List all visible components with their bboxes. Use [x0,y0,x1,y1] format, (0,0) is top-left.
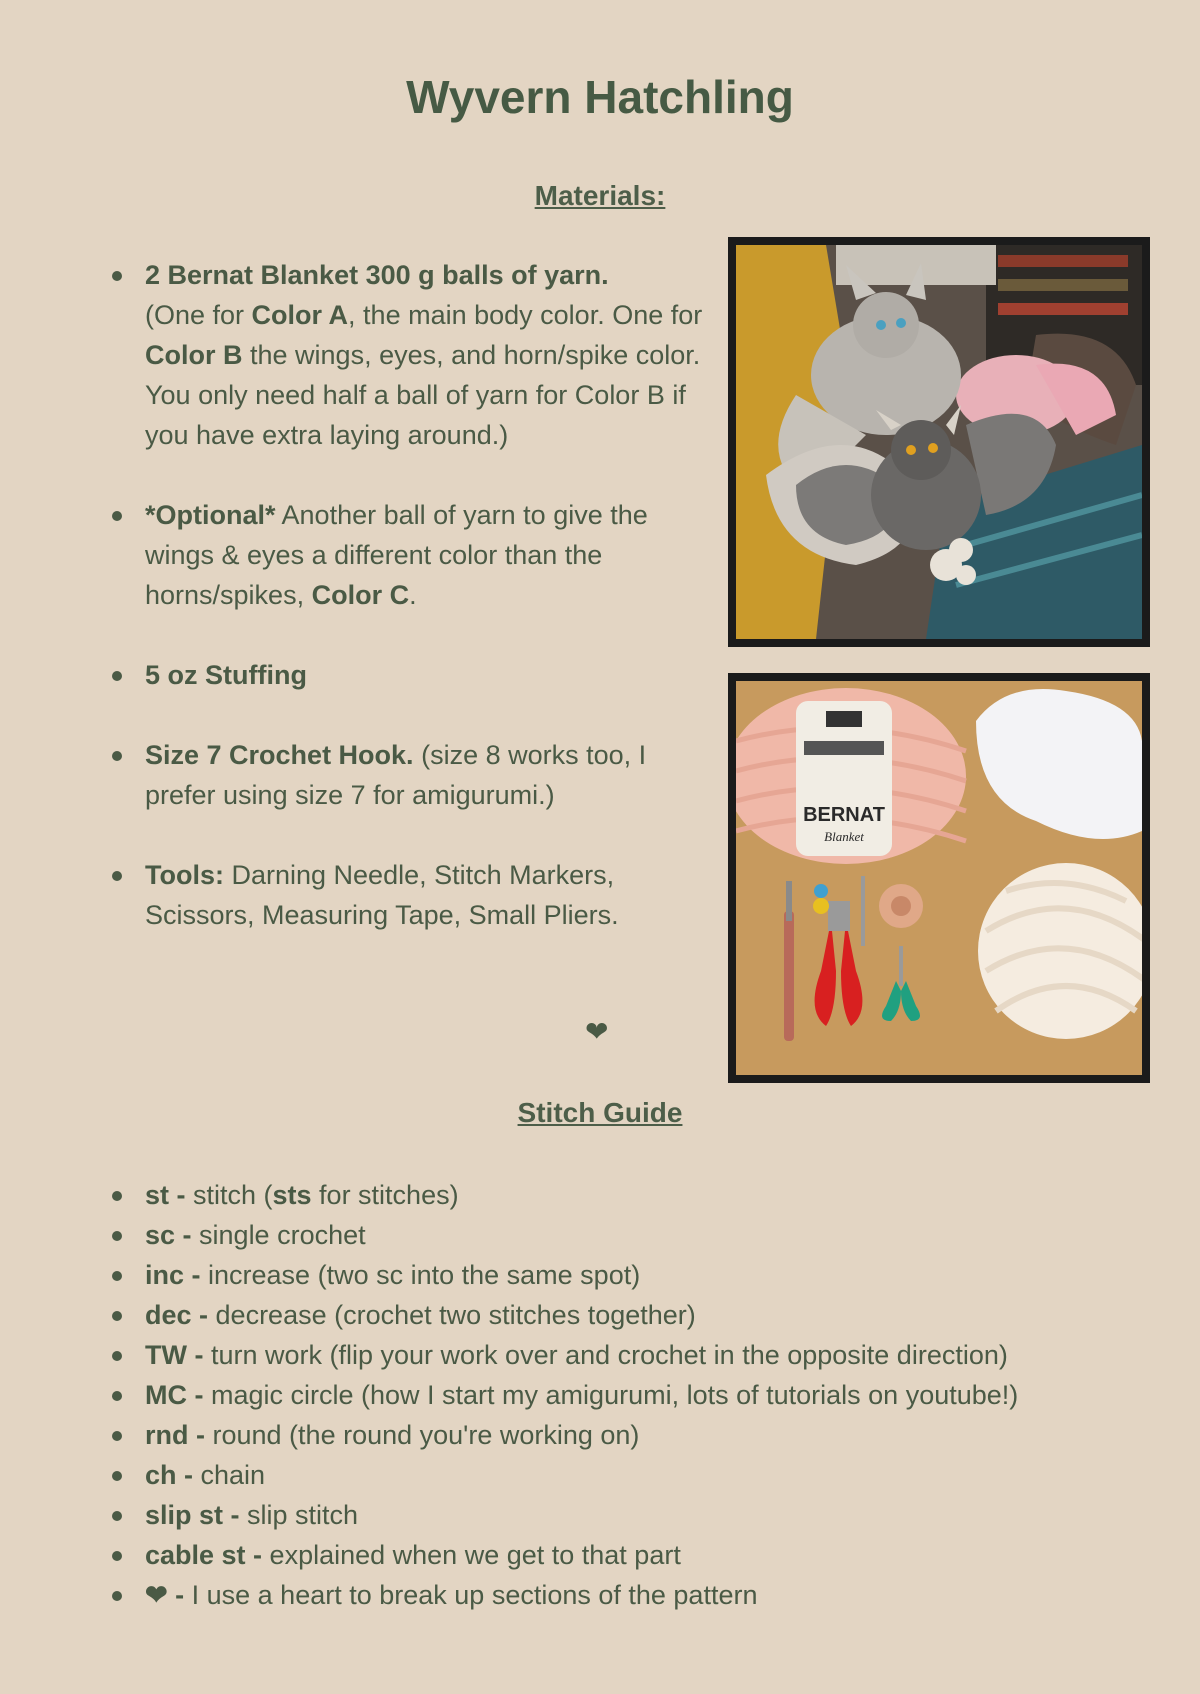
materials-photo [728,673,1150,1083]
list-item: MC - magic circle (how I start my amigurumi, lots of tutorials on youtube!) [108,1375,1188,1415]
list-item: sc - single crochet [108,1215,1188,1255]
stitch-guide-list [108,1175,1188,1615]
list-item: Size 7 Crochet Hook. (size 8 works too, I prefer using size 7 for amigurumi.) [108,735,708,815]
list-item: slip st - slip stitch [108,1495,1188,1535]
heart-icon: ❤ [585,1016,609,1047]
list-item: rnd - round (the round you're working on) [108,1415,1188,1455]
list-item: Tools: Darning Needle, Stitch Markers, Scissors, Measuring Tape, Small Pliers. [108,855,708,935]
list-item: 2 Bernat Blanket 300 g balls of yarn. (One for Color A, the main body color. One for Color B the wings, eyes, and horn/spike color. You only need half a ball of yarn for Color B if you have extra laying around.) [108,255,708,455]
stitch-guide-heading: Stitch Guide [517,1097,683,1128]
list-item: st - stitch (sts for stitches) [108,1175,1188,1215]
list-item: TW - turn work (flip your work over and crochet in the opposite direction) [108,1335,1188,1375]
materials-heading: Materials: [534,180,666,211]
list-item: 5 oz Stuffing [108,655,708,695]
list-item: dec - decrease (crochet two stitches together) [108,1295,1188,1335]
list-item: cable st - explained when we get to that part [108,1535,1188,1575]
list-item: *Optional* Another ball of yarn to give the wings & eyes a different color than the horns/spikes, Color C. [108,495,708,615]
list-item: inc - increase (two sc into the same spot) [108,1255,1188,1295]
wyvern-photo [728,237,1150,647]
list-item: ch - chain [108,1455,1188,1495]
yarn-brand: BERNAT [803,804,885,826]
page-title: Wyvern Hatchling [406,71,794,123]
yarn-line: Blanket [824,829,864,844]
materials-list [108,255,708,975]
list-item: ❤ - I use a heart to break up sections of the pattern [108,1575,1188,1615]
